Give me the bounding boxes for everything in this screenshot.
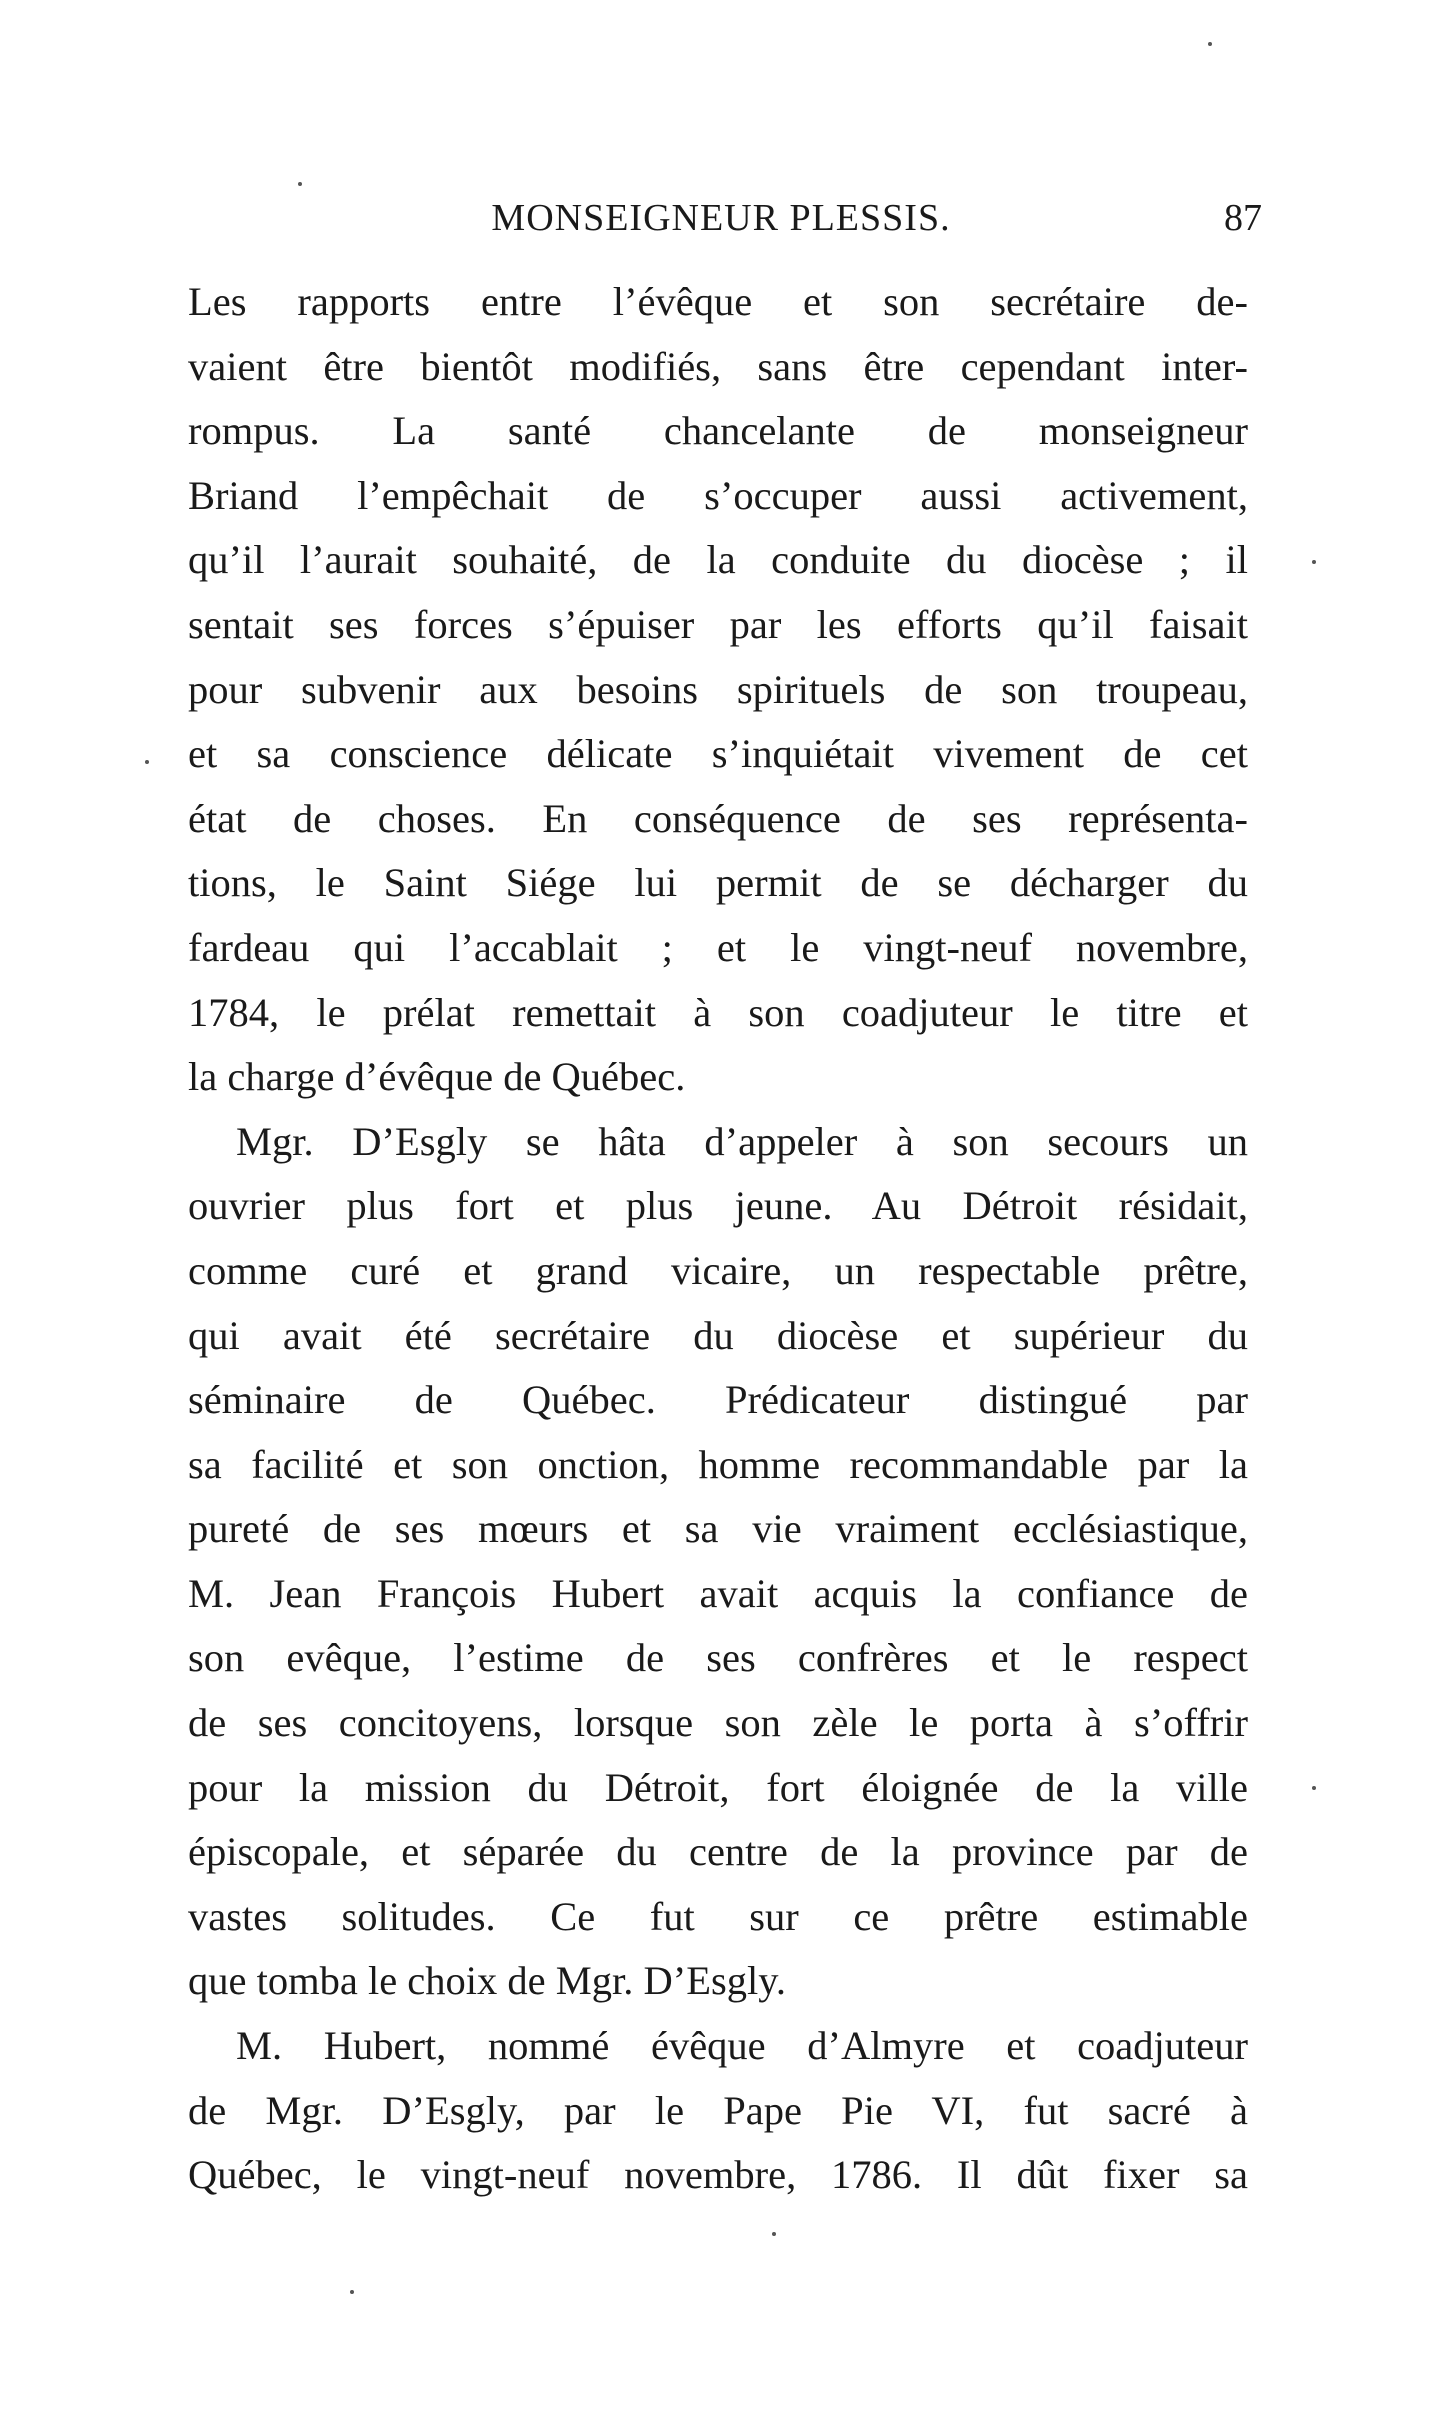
text-line: M. Hubert, nommé évêque d’Almyre et coadjuteur [236, 2023, 1248, 2069]
text-line: sentait ses forces s’épuiser par les efforts qu’il faisait [188, 601, 1248, 647]
text-line: ouvrier plus fort et plus jeune. Au Détroit résidait, [188, 1183, 1248, 1229]
page-number: 87 [1224, 197, 1262, 239]
running-title: MONSEIGNEUR PLESSIS. [491, 197, 951, 239]
text-line: séminaire de Québec. Prédicateur distingué par [188, 1377, 1248, 1423]
text-line: qu’il l’aurait souhaité, de la conduite du diocèse ; il [188, 537, 1248, 583]
text-line: rompus. La santé chancelante de monseigneur [188, 408, 1248, 454]
text-line: et sa conscience délicate s’inquiétait vivement de cet [188, 731, 1248, 777]
text-line: pureté de ses mœurs et sa vie vraiment ecclésiastique, [188, 1506, 1248, 1552]
paper-speck [1312, 560, 1316, 564]
text-line: Québec, le vingt-neuf novembre, 1786. Il dût fixer sa [188, 2152, 1248, 2198]
paper-speck [772, 2232, 776, 2236]
text-line: de ses concitoyens, lorsque son zèle le porta à s’offrir [188, 1700, 1248, 1746]
text-line: la charge d’évêque de Québec. [188, 1054, 686, 1100]
text-line: Briand l’empêchait de s’occuper aussi activement, [188, 472, 1248, 518]
text-line: Les rapports entre l’évêque et son secrétaire de- [188, 279, 1248, 324]
text-line: M. Jean François Hubert avait acquis la confiance de [188, 1570, 1248, 1616]
text-line: épiscopale, et séparée du centre de la province par de [188, 1829, 1248, 1875]
paper-speck [350, 2290, 354, 2294]
text-line: que tomba le choix de Mgr. D’Esgly. [188, 1958, 787, 2004]
text-line: qui avait été secrétaire du diocèse et supérieur du [188, 1312, 1248, 1358]
paper-speck [1208, 42, 1212, 46]
text-line: pour la mission du Détroit, fort éloignée de la ville [188, 1764, 1248, 1810]
text-line: vastes solitudes. Ce fut sur ce prêtre estimable [188, 1893, 1248, 1939]
paper-speck [1312, 1786, 1316, 1790]
text-line: fardeau qui l’accablait ; et le vingt-neuf novembre, [188, 924, 1248, 970]
text-line: 1784, le prélat remettait à son coadjuteur le titre et [188, 989, 1248, 1035]
page-header [180, 188, 1262, 248]
text-line: état de choses. En conséquence de ses représenta- [188, 795, 1248, 841]
paper-speck [298, 182, 302, 186]
text-line: Mgr. D’Esgly se hâta d’appeler à son secours un [236, 1118, 1248, 1164]
text-line: sa facilité et son onction, homme recommandable par la [188, 1441, 1248, 1487]
paper-speck [145, 760, 149, 764]
text-line: de Mgr. D’Esgly, par le Pape Pie VI, fut sacré à [188, 2087, 1248, 2133]
text-line: tions, le Saint Siége lui permit de se décharger du [188, 860, 1248, 906]
text-line: comme curé et grand vicaire, un respectable prêtre, [188, 1247, 1248, 1293]
text-line: vaient être bientôt modifiés, sans être cependant inter- [188, 343, 1248, 389]
text-line: son evêque, l’estime de ses confrères et le respect [188, 1635, 1248, 1681]
body-text [188, 270, 1248, 2208]
text-line: pour subvenir aux besoins spirituels de son troupeau, [188, 666, 1248, 712]
